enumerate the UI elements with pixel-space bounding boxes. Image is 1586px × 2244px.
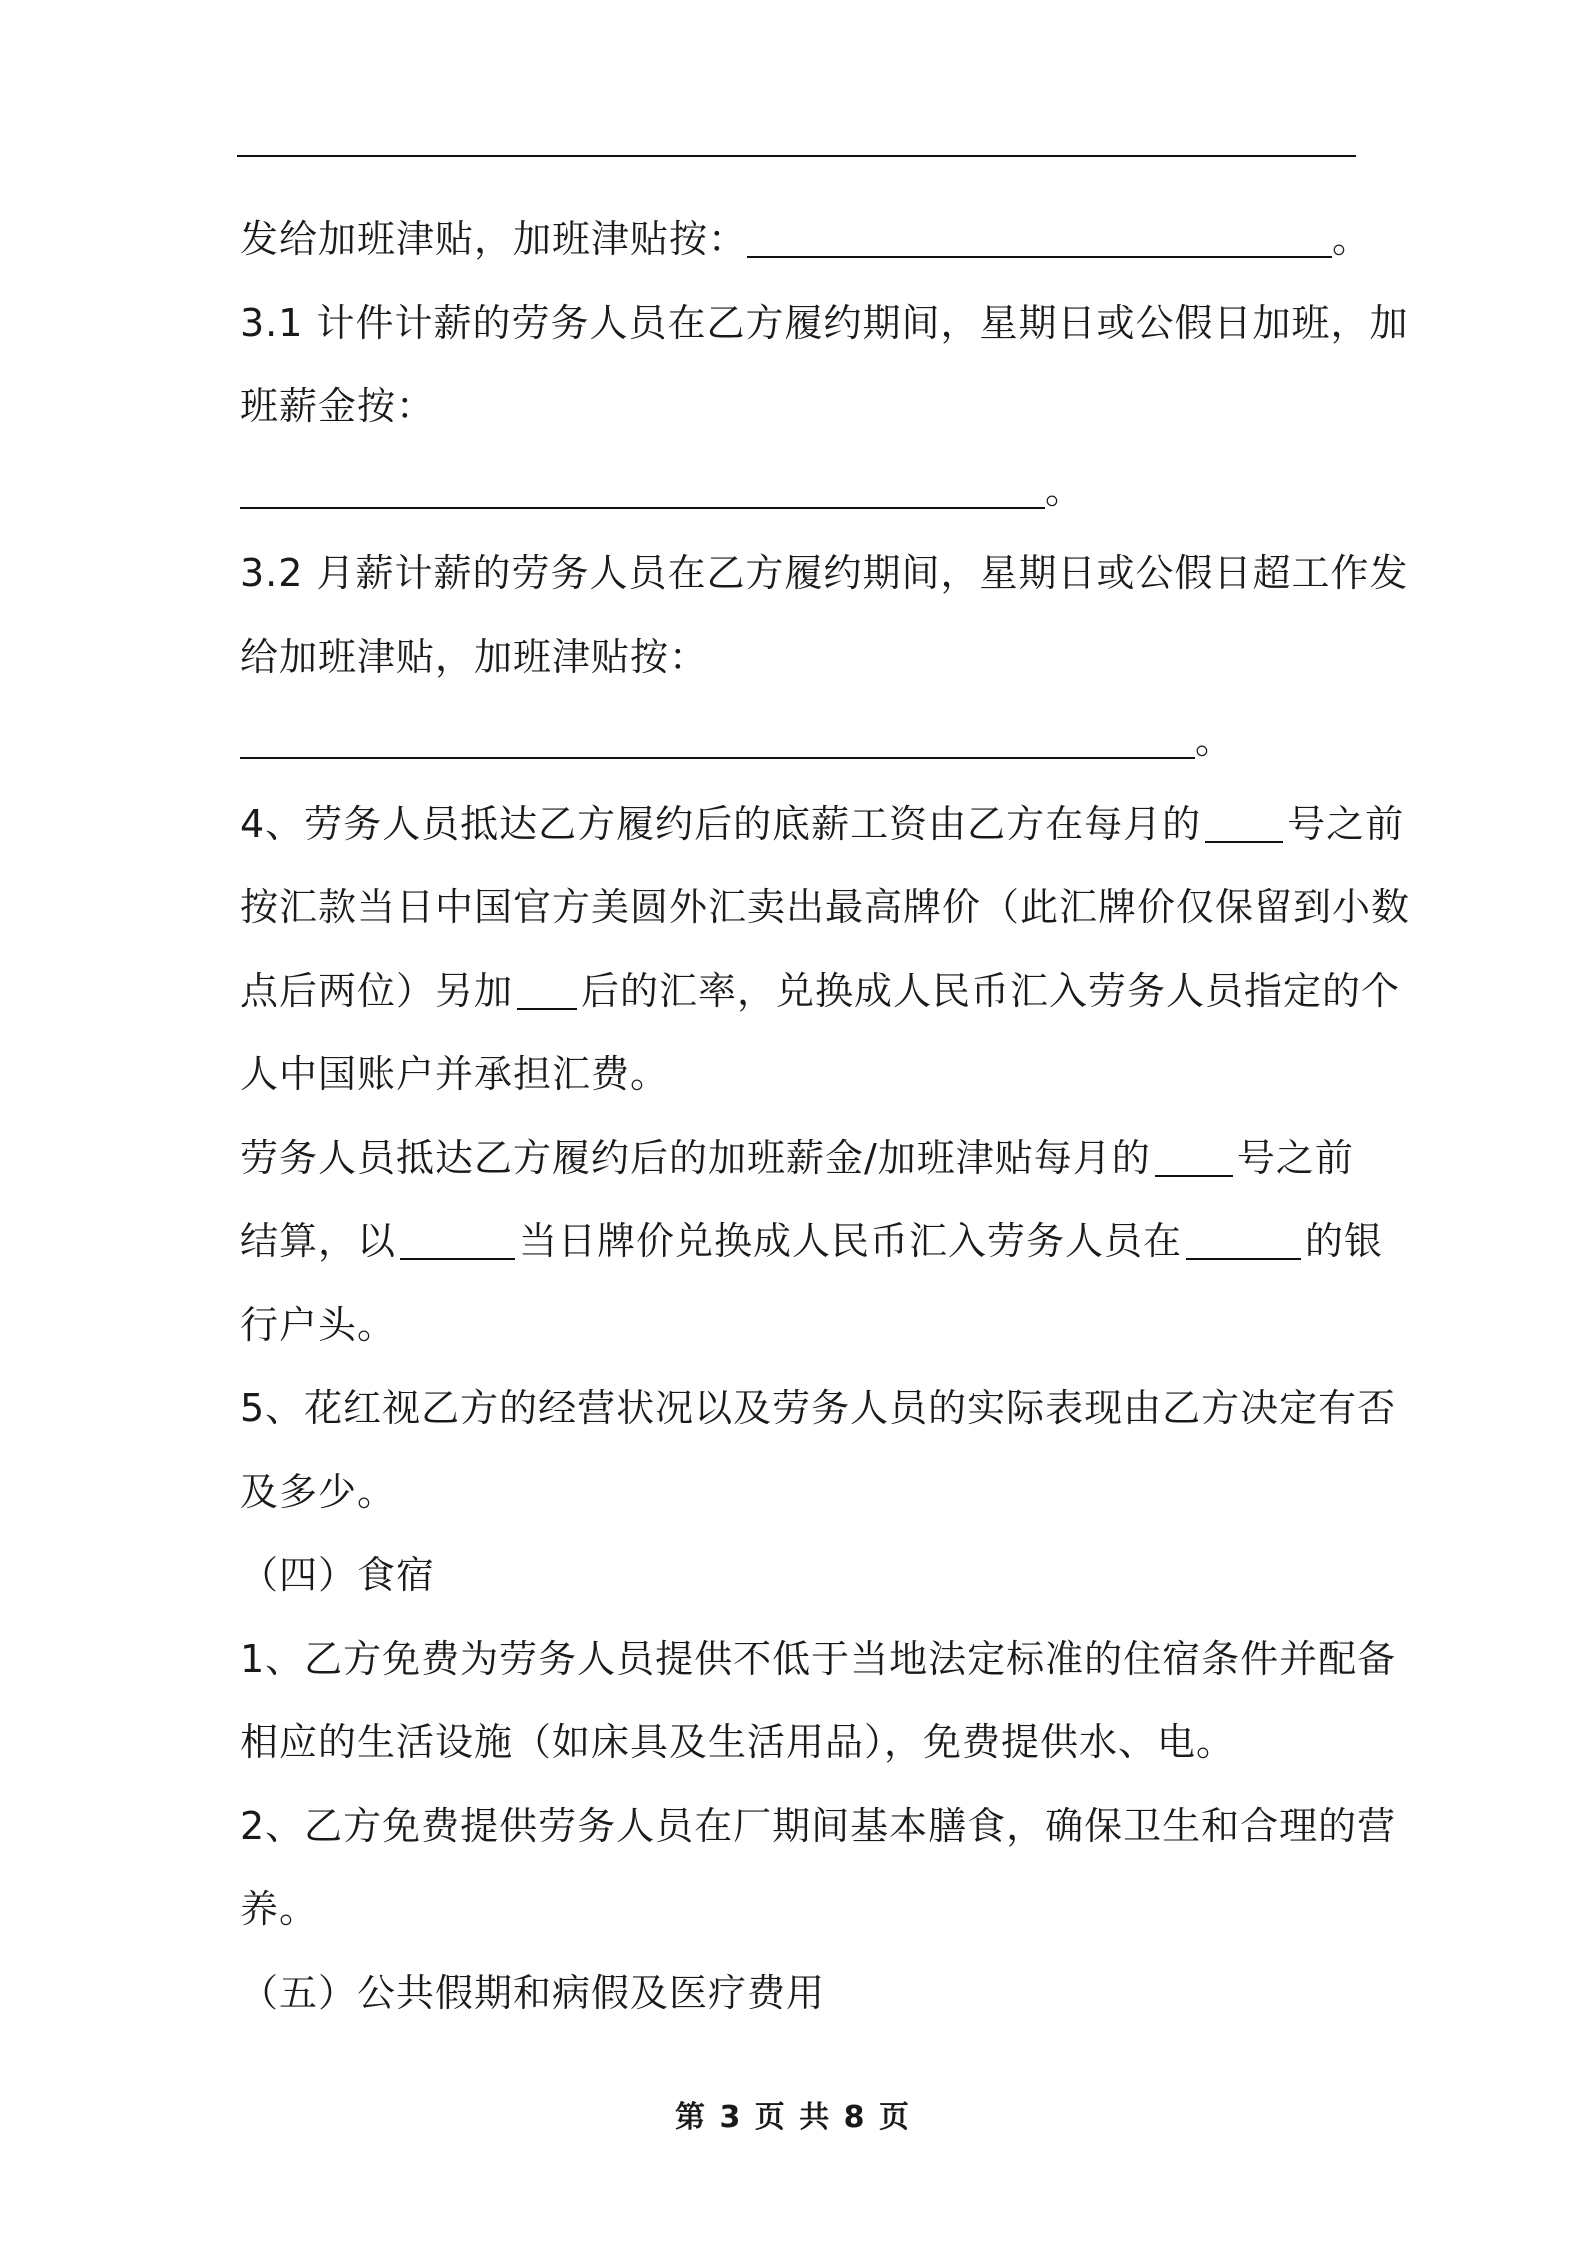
fill-in-blank[interactable] bbox=[240, 467, 1045, 509]
text-line bbox=[240, 783, 1405, 867]
document-body bbox=[240, 198, 1411, 2035]
text-line: 人中国账户并承担汇费。 bbox=[240, 1052, 670, 1096]
text: 的银 bbox=[1305, 1219, 1384, 1263]
text-line bbox=[240, 1200, 1384, 1284]
text-line: 及多少。 bbox=[240, 1469, 397, 1514]
text-line: 按汇款当日中国官方美圆外汇卖出最高牌价（此汇牌价仅保留到小数 bbox=[240, 885, 1411, 929]
text: 劳务人员抵达乙方履约后的加班薪金/加班津贴每月的 bbox=[240, 1135, 1151, 1180]
text-line: 3.2 月薪计薪的劳务人员在乙方履约期间，星期日或公假日超工作发 bbox=[240, 551, 1409, 595]
text-line: 2、乙方免费提供劳务人员在厂期间基本膳食，确保卫生和合理的营 bbox=[240, 1803, 1397, 1848]
fill-in-blank[interactable] bbox=[400, 1218, 515, 1260]
text: 当日牌价兑换成人民币汇入劳务人员在 bbox=[519, 1219, 1183, 1263]
text-line bbox=[240, 449, 1360, 533]
text-line bbox=[240, 198, 1372, 282]
header-rule bbox=[237, 155, 1356, 157]
text-line: 相应的生活设施（如床具及生活用品），免费提供水、电。 bbox=[240, 1720, 1236, 1764]
text-line: 班薪金按： bbox=[240, 384, 436, 428]
text: 。 bbox=[1045, 467, 1085, 512]
page-number: 第 3 页 共 8 页 bbox=[675, 2100, 911, 2135]
text: 号之前 bbox=[1236, 1135, 1354, 1180]
fill-in-blank[interactable] bbox=[747, 216, 1332, 258]
text-line bbox=[240, 699, 1360, 783]
fill-in-blank[interactable] bbox=[240, 717, 1195, 759]
text: 号之前 bbox=[1287, 801, 1405, 846]
text-line: 给加班津贴，加班津贴按： bbox=[240, 634, 709, 679]
text-line: 行户头。 bbox=[240, 1302, 397, 1347]
text: 结算，以 bbox=[240, 1219, 397, 1263]
text-line bbox=[240, 1117, 1360, 1201]
text: 发给加班津贴，加班津贴按： bbox=[240, 217, 748, 261]
section-heading: （五）公共假期和病假及医疗费用 bbox=[240, 1970, 826, 2015]
text-line bbox=[240, 950, 1401, 1034]
fill-in-blank[interactable] bbox=[517, 968, 577, 1010]
text: 。 bbox=[1332, 217, 1372, 261]
text-line: 5、花红视乙方的经营状况以及劳务人员的实际表现由乙方决定有否 bbox=[240, 1386, 1397, 1430]
text-line: 1、乙方免费为劳务人员提供不低于当地法定标准的住宿条件并配备 bbox=[240, 1636, 1397, 1681]
text-line: 3.1 计件计薪的劳务人员在乙方履约期间，星期日或公假日加班，加 bbox=[240, 300, 1409, 345]
text: 。 bbox=[1195, 718, 1235, 762]
text-line: 养。 bbox=[240, 1887, 319, 1931]
section-heading: （四）食宿 bbox=[240, 1553, 436, 1597]
fill-in-blank[interactable] bbox=[1186, 1218, 1301, 1260]
fill-in-blank[interactable] bbox=[1155, 1135, 1233, 1177]
text: 4、劳务人员抵达乙方履约后的底薪工资由乙方在每月的 bbox=[240, 801, 1202, 846]
text: 点后两位）另加 bbox=[240, 968, 514, 1013]
fill-in-blank[interactable] bbox=[1205, 801, 1283, 843]
text: 后的汇率，兑换成人民币汇入劳务人员指定的个 bbox=[581, 968, 1401, 1013]
